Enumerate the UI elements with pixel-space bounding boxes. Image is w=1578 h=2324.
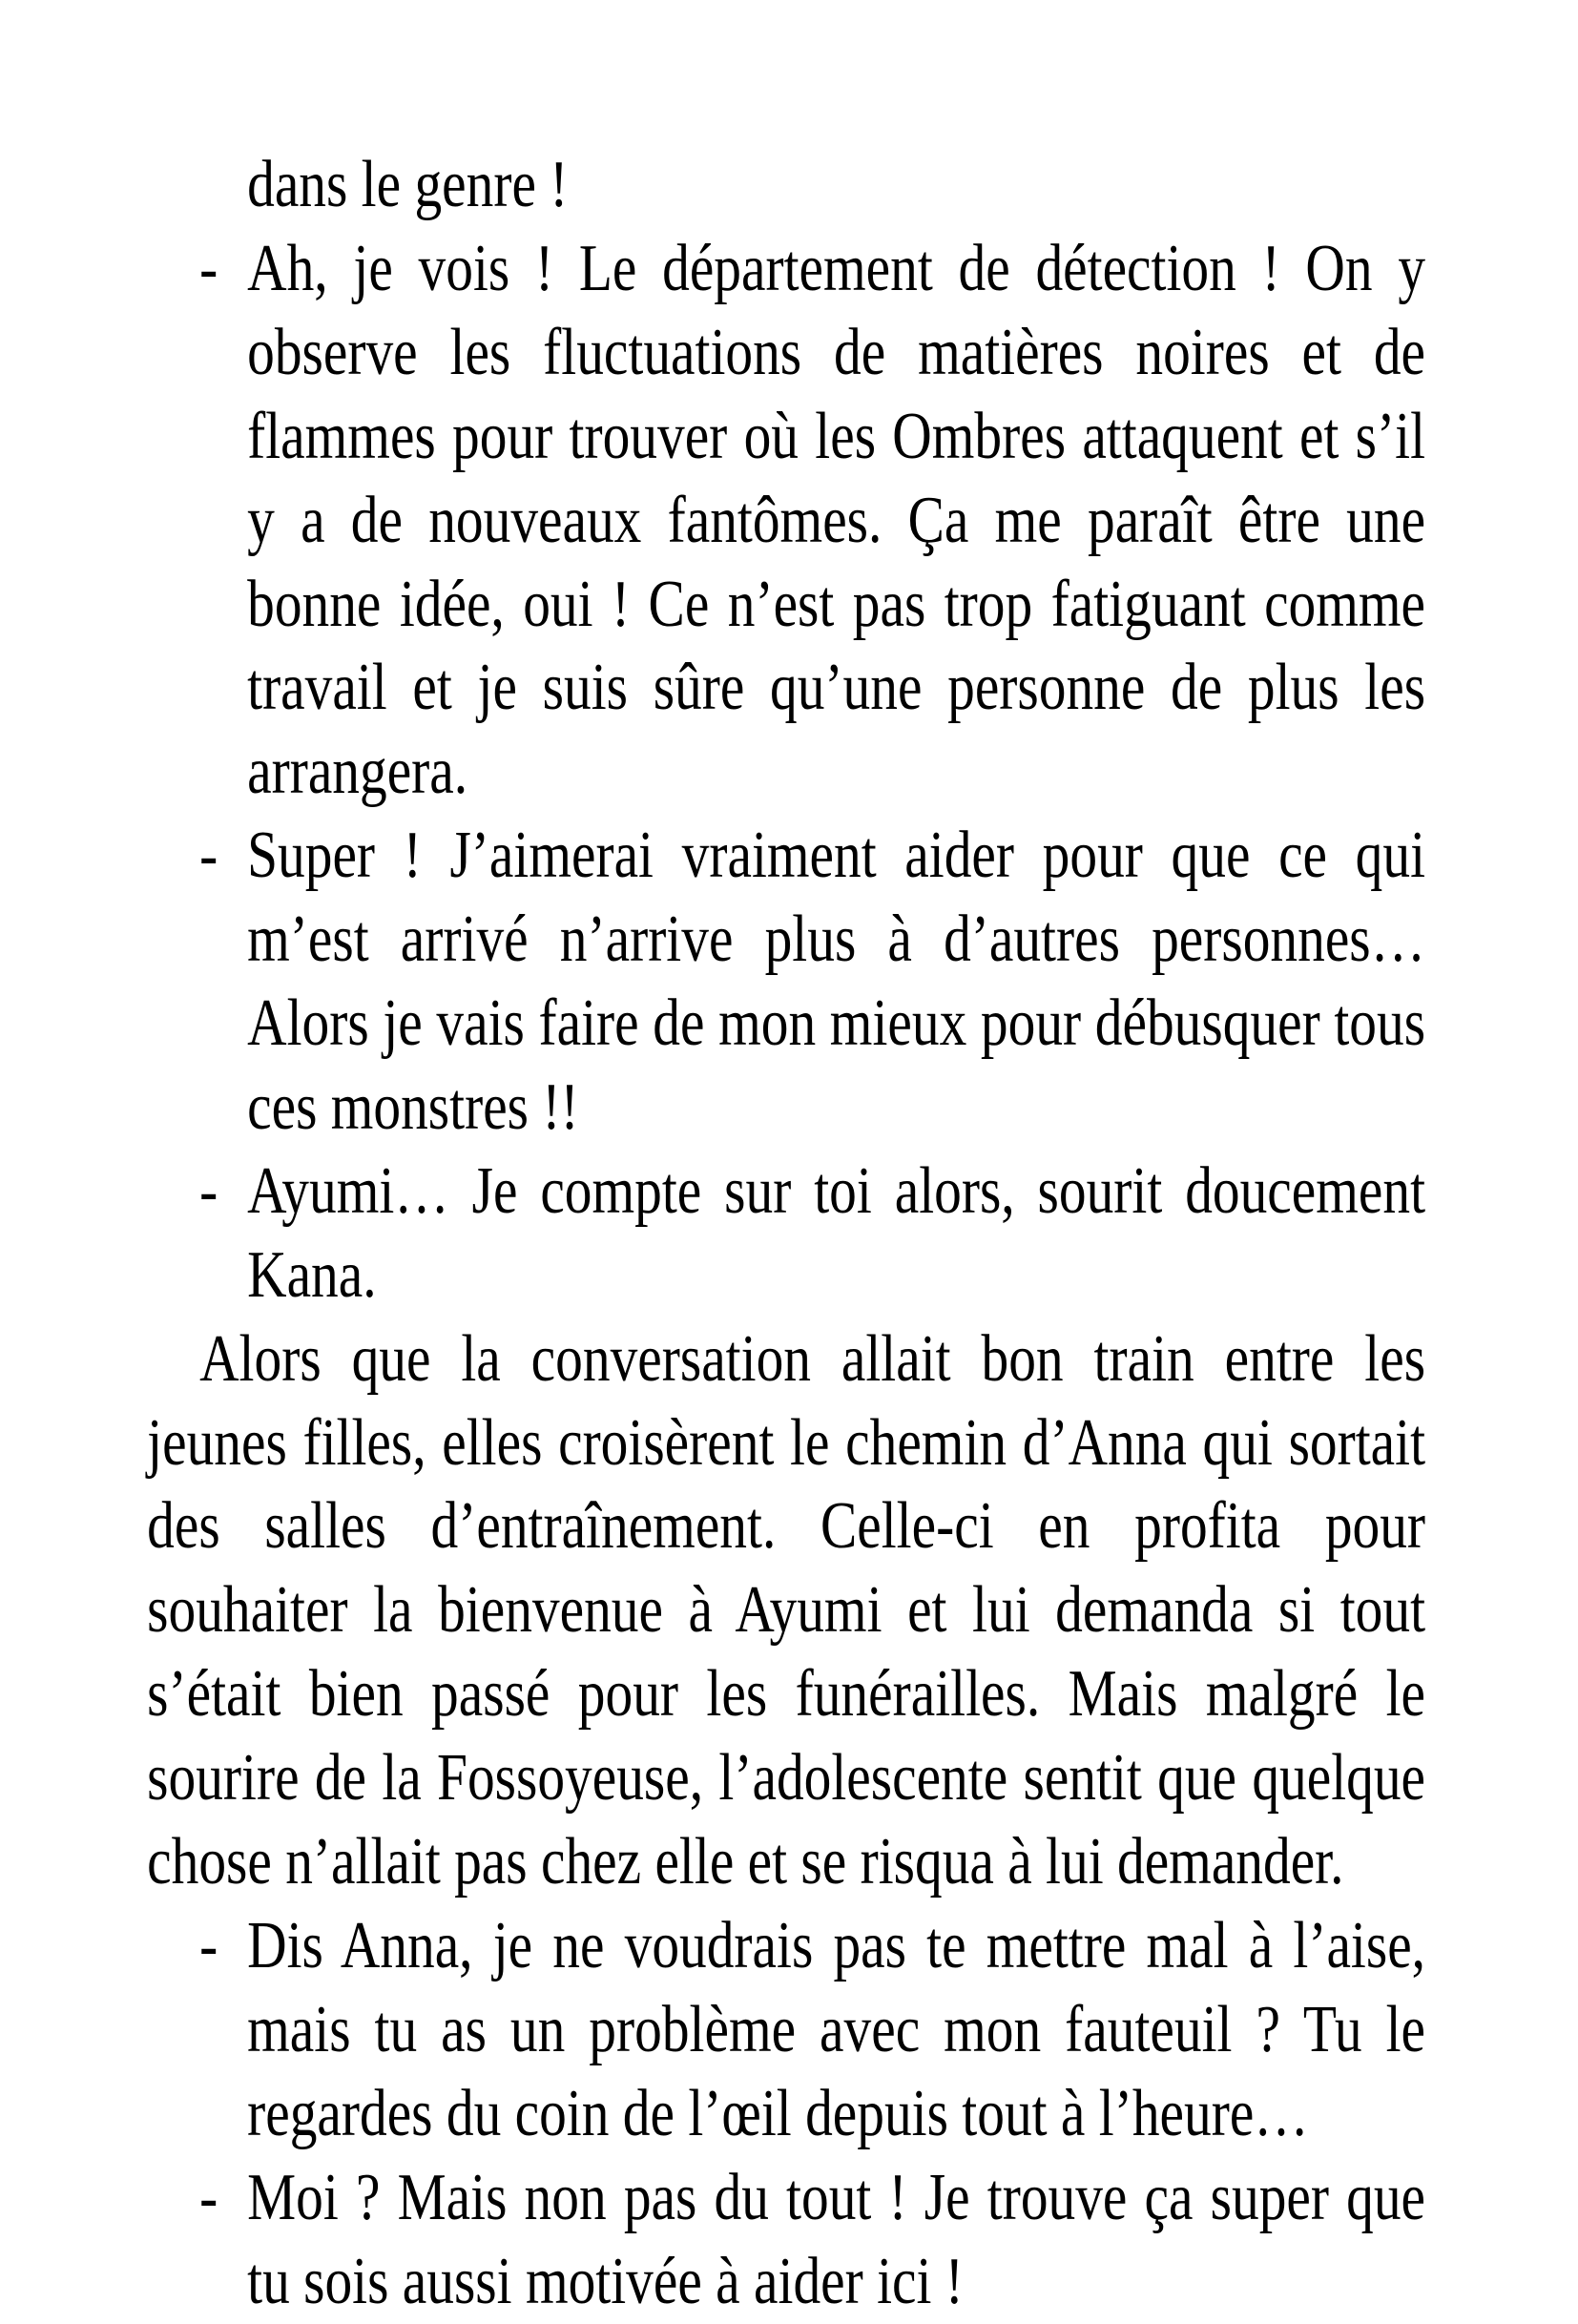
text-line: observe les fluctuations de matières noires et de bbox=[247, 315, 1426, 389]
text-line: m’est arrivé n’arrive plus à d’autres personnes… bbox=[247, 903, 1426, 977]
text-line: arrangera. bbox=[247, 735, 468, 809]
text-line: chose n’allait pas chez elle et se risqua à lui demander. bbox=[147, 1825, 1344, 1899]
text-line: Ah, je vois ! Le département de détection ! On y bbox=[247, 231, 1426, 305]
text-line: flammes pour trouver où les Ombres attaquent et s’il bbox=[247, 399, 1426, 473]
text-line: Kana. bbox=[247, 1237, 377, 1312]
text-line: Alors je vais faire de mon mieux pour débusquer tous bbox=[247, 986, 1426, 1060]
dialogue-dash: - bbox=[199, 2160, 218, 2234]
text-line: sourire de la Fossoyeuse, l’adolescente sentit que quelque bbox=[147, 1741, 1426, 1816]
text-line: Dis Anna, je ne voudrais pas te mettre mal à l’aise, bbox=[247, 1908, 1426, 1982]
dialogue-dash: - bbox=[199, 819, 218, 893]
text-line: regardes du coin de l’œil depuis tout à l’heure… bbox=[247, 2076, 1309, 2150]
text-line: Super ! J’aimerai vraiment aider pour que ce qui bbox=[247, 819, 1426, 893]
text-line: Alors que la conversation allait bon train entre les bbox=[199, 1321, 1426, 1396]
text-line: mais tu as un problème avec mon fauteuil ? Tu le bbox=[247, 1992, 1426, 2066]
text-line: bonne idée, oui ! Ce n’est pas trop fatiguant comme bbox=[247, 567, 1426, 641]
dialogue-dash: - bbox=[199, 231, 218, 305]
text-line: des salles d’entraînement. Celle-ci en profita pour bbox=[147, 1489, 1426, 1564]
text-line: y a de nouveaux fantômes. Ça me paraît être une bbox=[247, 483, 1426, 557]
text-line: Ayumi… Je compte sur toi alors, sourit doucement bbox=[247, 1153, 1426, 1228]
dialogue-dash: - bbox=[199, 1908, 218, 1982]
text-line: Moi ? Mais non pas du tout ! Je trouve ça super que bbox=[247, 2160, 1426, 2234]
text-line: tu sois aussi motivée à aider ici ! bbox=[247, 2244, 964, 2318]
text-line: jeunes filles, elles croisèrent le chemin d’Anna qui sortait bbox=[147, 1405, 1426, 1480]
text-line: s’était bien passé pour les funérailles. Mais malgré le bbox=[147, 1657, 1426, 1732]
text-line: ces monstres !! bbox=[247, 1069, 579, 1144]
text-line: souhaiter la bienvenue à Ayumi et lui demanda si tout bbox=[147, 1573, 1426, 1648]
dialogue-dash: - bbox=[199, 1153, 218, 1228]
text-line: travail et je suis sûre qu’une personne de plus les bbox=[247, 651, 1426, 725]
text-line: dans le genre ! bbox=[247, 148, 569, 221]
